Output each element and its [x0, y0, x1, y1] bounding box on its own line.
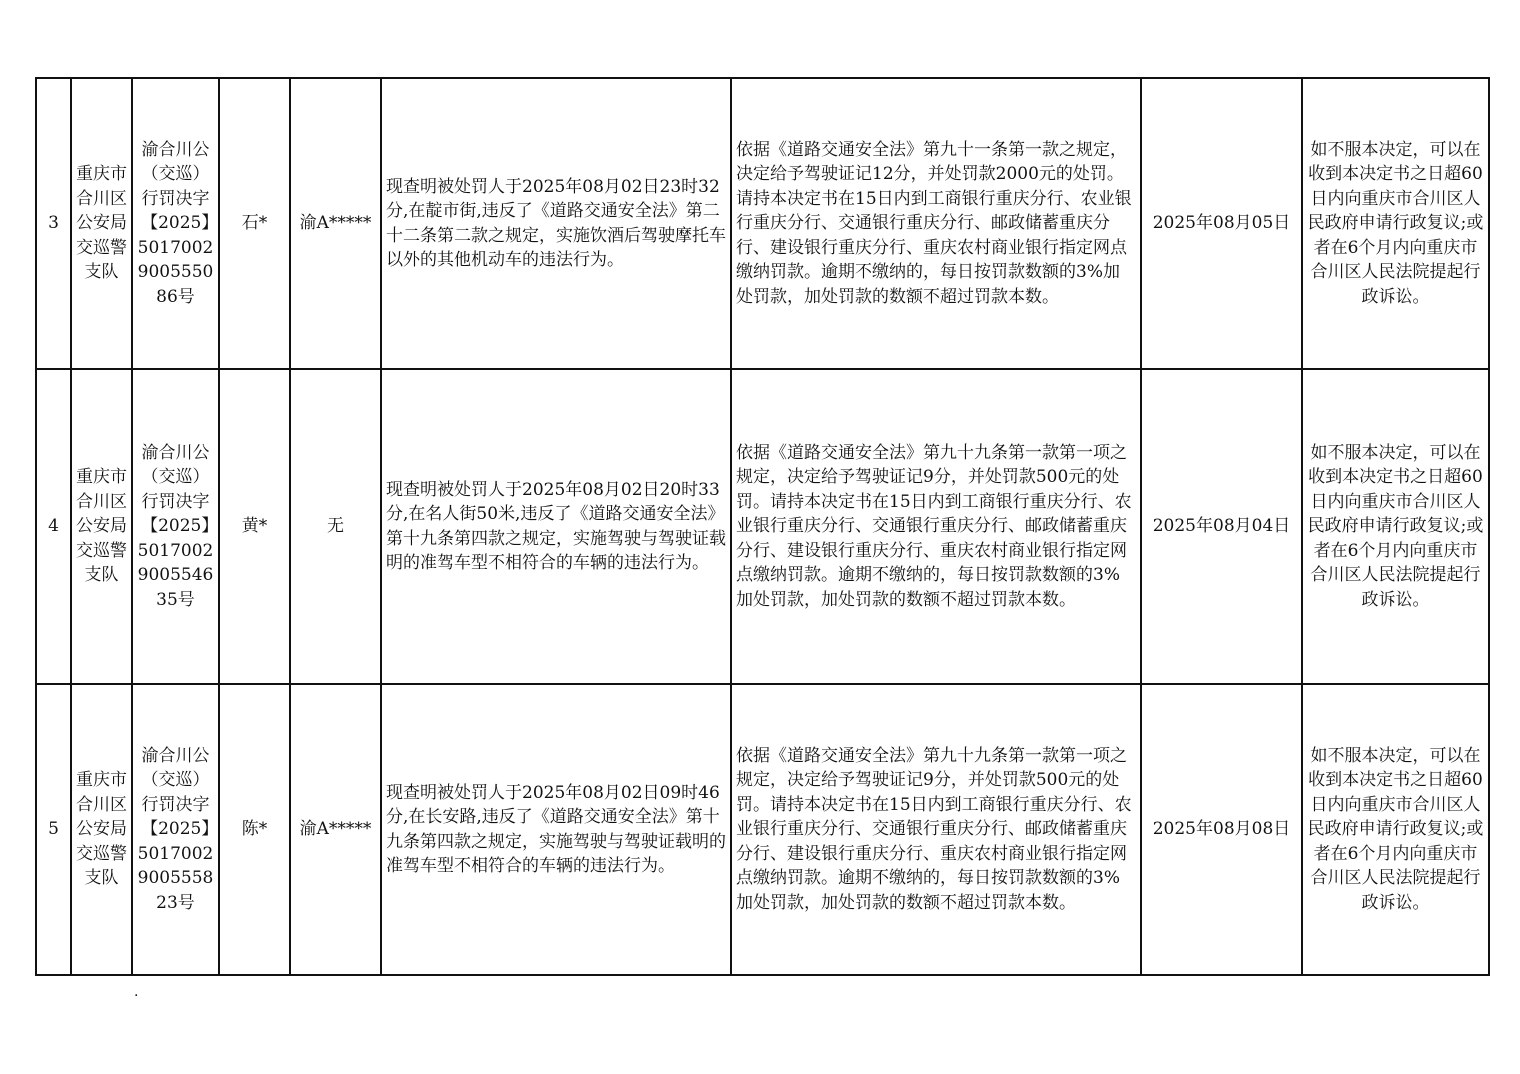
issuing-authority: 重庆市合川区公安局交巡警支队 [71, 684, 132, 975]
issuing-authority: 重庆市合川区公安局交巡警支队 [71, 369, 132, 684]
row-index: 5 [36, 684, 71, 975]
row-index: 4 [36, 369, 71, 684]
footer-mark: . [134, 984, 139, 1000]
row-index: 3 [36, 78, 71, 369]
issuing-authority: 重庆市合川区公安局交巡警支队 [71, 78, 132, 369]
table-row [36, 684, 1489, 975]
plate-number: 渝A***** [290, 684, 381, 975]
penalty-records-table [35, 77, 1490, 976]
violation-facts: 现查明被处罚人于2025年08月02日23时32分,在靛市街,违反了《道路交通安全法》第二十二条第二款之规定，实施饮酒后驾驶摩托车以外的其他机动车的违法行为。 [381, 78, 731, 369]
violation-facts: 现查明被处罚人于2025年08月02日20时33分,在名人街50米,违反了《道路交通安全法》第十九条第四款之规定，实施驾驶与驾驶证载明的准驾车型不相符合的车辆的违法行为。 [381, 369, 731, 684]
table-row [36, 78, 1489, 369]
plate-number: 渝A***** [290, 78, 381, 369]
decision-number: 渝合川公（交巡）行罚决字【2025】5017002900555823号 [132, 684, 219, 975]
offender-name: 石* [219, 78, 290, 369]
legal-remedy: 如不服本决定，可以在收到本决定书之日超60日内向重庆市合川区人民政府申请行政复议;或者在6个月内向重庆市合川区人民法院提起行政诉讼。 [1302, 369, 1489, 684]
legal-remedy: 如不服本决定，可以在收到本决定书之日超60日内向重庆市合川区人民政府申请行政复议;或者在6个月内向重庆市合川区人民法院提起行政诉讼。 [1302, 684, 1489, 975]
penalty-basis: 依据《道路交通安全法》第九十九条第一款第一项之规定，决定给予驾驶证记9分，并处罚款500元的处罚。请持本决定书在15日内到工商银行重庆分行、农业银行重庆分行、交通银行重庆分行、邮政储蓄重庆分行、建设银行重庆分行、重庆农村商业银行指定网点缴纳罚款。逾期不缴纳的，每日按罚款数额的3%加处罚款，加处罚款的数额不超过罚款本数。 [731, 684, 1141, 975]
offender-name: 陈* [219, 684, 290, 975]
penalty-basis: 依据《道路交通安全法》第九十九条第一款第一项之规定，决定给予驾驶证记9分，并处罚款500元的处罚。请持本决定书在15日内到工商银行重庆分行、农业银行重庆分行、交通银行重庆分行、邮政储蓄重庆分行、建设银行重庆分行、重庆农村商业银行指定网点缴纳罚款。逾期不缴纳的，每日按罚款数额的3%加处罚款，加处罚款的数额不超过罚款本数。 [731, 369, 1141, 684]
table-row [36, 369, 1489, 684]
plate-number: 无 [290, 369, 381, 684]
decision-date: 2025年08月04日 [1141, 369, 1302, 684]
offender-name: 黄* [219, 369, 290, 684]
violation-facts: 现查明被处罚人于2025年08月02日09时46分,在长安路,违反了《道路交通安全法》第十九条第四款之规定，实施驾驶与驾驶证载明的准驾车型不相符合的车辆的违法行为。 [381, 684, 731, 975]
decision-date: 2025年08月05日 [1141, 78, 1302, 369]
decision-date: 2025年08月08日 [1141, 684, 1302, 975]
decision-number: 渝合川公（交巡）行罚决字【2025】5017002900555086号 [132, 78, 219, 369]
penalty-basis: 依据《道路交通安全法》第九十一条第一款之规定，决定给予驾驶证记12分，并处罚款2000元的处罚。请持本决定书在15日内到工商银行重庆分行、农业银行重庆分行、交通银行重庆分行、邮政储蓄重庆分行、建设银行重庆分行、重庆农村商业银行指定网点缴纳罚款。逾期不缴纳的，每日按罚款数额的3%加处罚款，加处罚款的数额不超过罚款本数。 [731, 78, 1141, 369]
decision-number: 渝合川公（交巡）行罚决字【2025】5017002900554635号 [132, 369, 219, 684]
legal-remedy: 如不服本决定，可以在收到本决定书之日超60日内向重庆市合川区人民政府申请行政复议;或者在6个月内向重庆市合川区人民法院提起行政诉讼。 [1302, 78, 1489, 369]
